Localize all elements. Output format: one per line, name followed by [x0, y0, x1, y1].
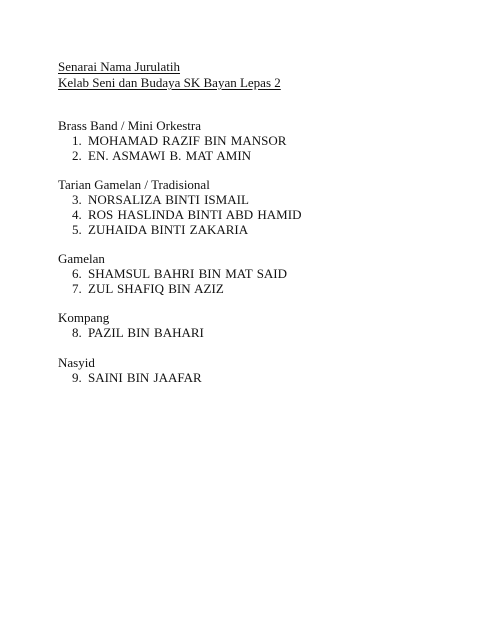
list-number: 3. — [72, 192, 82, 207]
list-number: 5. — [72, 222, 82, 237]
section-tarian-gamelan — [58, 177, 301, 237]
member-name: ZUL SHAFIQ BIN AZIZ — [88, 281, 224, 296]
section-title: Nasyid — [58, 355, 95, 370]
member-name: PAZIL BIN BAHARI — [88, 325, 204, 340]
section-title: Tarian Gamelan / Tradisional — [58, 177, 210, 192]
list-item — [58, 222, 301, 237]
list-number: 8. — [72, 325, 82, 340]
section-title: Brass Band / Mini Orkestra — [58, 118, 201, 133]
list-item — [58, 266, 287, 281]
member-name: EN. ASMAWI B. MAT AMIN — [88, 148, 252, 163]
member-name: SAINI BIN JAAFAR — [88, 370, 202, 385]
document-heading — [58, 59, 281, 91]
list-item — [58, 148, 286, 163]
heading-subtitle: Kelab Seni dan Budaya SK Bayan Lepas 2 — [58, 75, 281, 90]
section-title: Kompang — [58, 310, 110, 325]
list-number: 4. — [72, 207, 82, 222]
member-name: ROS HASLINDA BINTI ABD HAMID — [88, 207, 302, 222]
list-item — [58, 133, 286, 148]
list-item — [58, 370, 202, 385]
member-name: SHAMSUL BAHRI BIN MAT SAID — [88, 266, 288, 281]
section-gamelan — [58, 251, 287, 296]
list-number: 9. — [72, 370, 82, 385]
section-brass-band — [58, 118, 286, 163]
member-name: ZUHAIDA BINTI ZAKARIA — [88, 222, 249, 237]
member-name: NORSALIZA BINTI ISMAIL — [88, 192, 249, 207]
section-kompang — [58, 310, 204, 340]
member-name: MOHAMAD RAZIF BIN MANSOR — [88, 133, 287, 148]
list-number: 1. — [72, 133, 82, 148]
list-item — [58, 192, 301, 207]
heading-title: Senarai Nama Jurulatih — [58, 59, 181, 74]
section-nasyid — [58, 355, 202, 385]
list-number: 6. — [72, 266, 82, 281]
list-number: 2. — [72, 148, 82, 163]
list-item — [58, 281, 287, 296]
list-number: 7. — [72, 281, 82, 296]
list-item — [58, 207, 301, 222]
list-item — [58, 325, 204, 340]
section-title: Gamelan — [58, 251, 105, 266]
